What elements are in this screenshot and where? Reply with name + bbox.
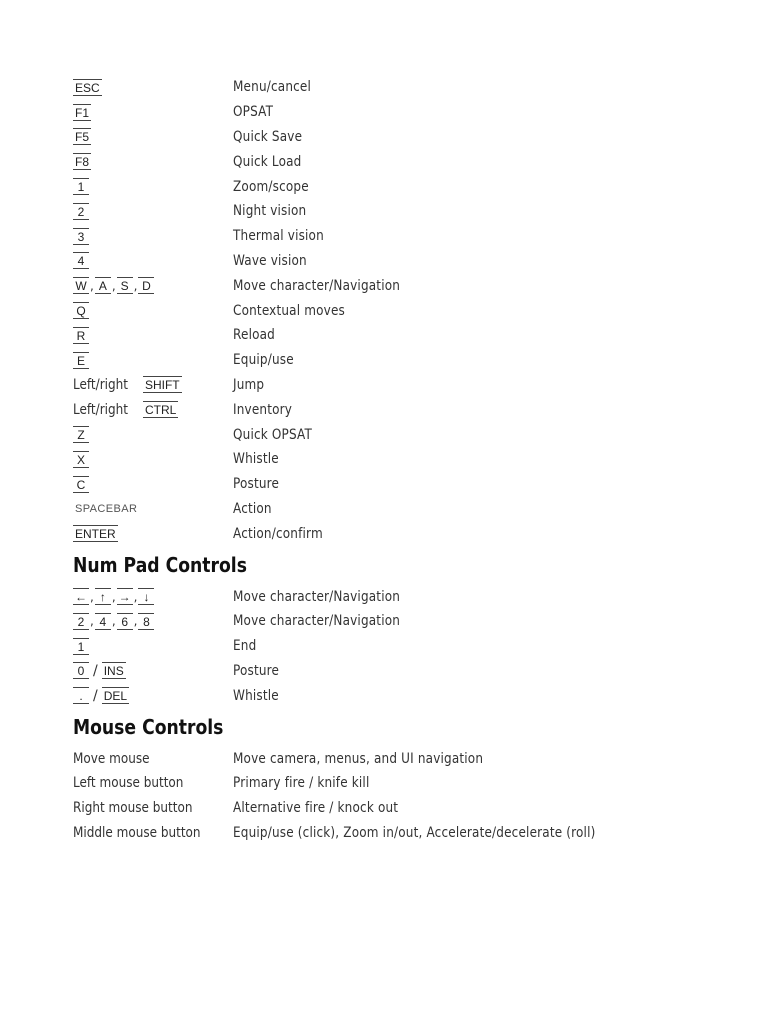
keyboard-control-row	[73, 174, 733, 199]
keyboard-control-row	[73, 273, 733, 298]
keycap: F8	[75, 155, 90, 170]
keycap: ↑	[95, 588, 111, 605]
key-combination	[73, 501, 233, 516]
key-separator: ,	[90, 614, 94, 629]
control-action: Whistle	[233, 687, 279, 704]
control-action: Contextual moves	[233, 302, 346, 319]
key-separator: ,	[133, 589, 138, 604]
control-action: Alternative fire / knock out	[233, 800, 399, 817]
keyboard-control-row	[73, 521, 733, 546]
mouse-control-row	[73, 746, 733, 771]
key-combination	[73, 277, 233, 294]
keyboard-control-row	[73, 199, 733, 224]
keycap: ESC	[75, 80, 100, 95]
key-separator: ,	[90, 589, 94, 604]
keycap: 2	[73, 613, 89, 630]
keyboard-control-row	[73, 298, 733, 323]
key-combination	[73, 352, 233, 369]
keycap: 1	[73, 178, 89, 195]
control-action: Menu/cancel	[233, 79, 312, 96]
numpad-control-row	[73, 634, 733, 659]
mouse-controls-list	[73, 746, 733, 845]
keyboard-controls-list	[73, 75, 733, 546]
mouse-input-cell	[73, 800, 233, 816]
keyboard-control-row	[73, 373, 733, 398]
mouse-input: Left mouse button	[73, 775, 184, 792]
mouse-input: Right mouse button	[73, 800, 193, 817]
control-action: Quick OPSAT	[233, 426, 313, 443]
control-action: End	[233, 638, 257, 655]
keycap: CTRL	[144, 403, 177, 418]
key-separator: ,	[111, 614, 116, 629]
keyboard-control-row	[73, 422, 733, 447]
control-action: Quick Save	[233, 128, 303, 145]
mouse-control-row	[73, 796, 733, 821]
keyboard-control-row	[73, 472, 733, 497]
control-action: Reload	[233, 327, 276, 344]
key-prefix: Left/right	[73, 401, 128, 418]
key-combination	[73, 79, 233, 96]
control-action: Quick Load	[233, 153, 302, 170]
key-separator: ,	[133, 278, 138, 293]
key-prefix: Left/right	[73, 376, 128, 393]
keyboard-control-row	[73, 447, 733, 472]
keycap: X	[73, 451, 89, 468]
key-combination	[73, 153, 233, 170]
keycap: ←	[75, 590, 87, 605]
key-combination	[73, 252, 233, 269]
keycap: 8	[138, 613, 154, 630]
numpad-control-row	[73, 609, 733, 634]
key-combination	[73, 426, 233, 443]
key-combination	[73, 687, 233, 704]
key-separator: ,	[90, 278, 94, 293]
control-action: Move character/Navigation	[233, 277, 401, 294]
control-action: Jump	[233, 376, 265, 393]
keycap: D	[138, 277, 154, 294]
mouse-heading: Mouse Controls	[73, 715, 224, 740]
keycap: A	[95, 277, 111, 294]
keyboard-control-row	[73, 224, 733, 249]
key-combination	[73, 401, 233, 418]
control-action: Action	[233, 500, 272, 517]
mouse-input-cell	[73, 825, 233, 841]
key-separator: /	[93, 687, 98, 704]
key-combination	[73, 376, 233, 393]
numpad-heading: Num Pad Controls	[73, 553, 247, 578]
keycap: ENTER	[75, 527, 116, 542]
control-action: Move character/Navigation	[233, 613, 401, 630]
controls-page	[73, 75, 733, 845]
keycap: Z	[73, 426, 89, 443]
key-combination	[73, 228, 233, 245]
key-combination	[73, 662, 233, 679]
keycap: W	[73, 277, 89, 294]
keycap: ↓	[138, 588, 154, 605]
control-action: Move camera, menus, and UI navigation	[233, 750, 484, 767]
key-combination	[73, 327, 233, 344]
numpad-control-row	[73, 584, 733, 609]
keycap: E	[73, 352, 89, 369]
keycap: C	[73, 476, 89, 493]
key-combination	[73, 588, 233, 605]
control-action: Equip/use (click), Zoom in/out, Accelerate/decelerate (roll)	[233, 824, 596, 841]
keyboard-control-row	[73, 100, 733, 125]
keycap: 4	[95, 613, 111, 630]
keycap: F5	[75, 130, 90, 145]
key-combination	[73, 476, 233, 493]
keycap: 6	[117, 613, 133, 630]
control-action: Wave vision	[233, 252, 307, 269]
keycap: SHIFT	[144, 378, 180, 393]
keycap: 2	[73, 203, 89, 220]
keyboard-control-row	[73, 397, 733, 422]
keycap: DEL	[103, 689, 128, 704]
keycap: →	[118, 590, 131, 605]
control-action: Posture	[233, 476, 280, 493]
control-action: Thermal vision	[233, 228, 324, 245]
mouse-input-cell	[73, 751, 233, 767]
keycap: 0	[73, 662, 89, 679]
key-combination	[73, 613, 233, 630]
keycap: 4	[73, 252, 89, 269]
keycap: SPACEBAR	[75, 503, 138, 516]
key-combination	[73, 451, 233, 468]
control-action: Zoom/scope	[233, 178, 309, 195]
control-action: Move character/Navigation	[233, 588, 401, 605]
key-combination	[73, 203, 233, 220]
keycap: R	[73, 327, 89, 344]
keycap: INS	[103, 664, 124, 679]
control-action: OPSAT	[233, 104, 274, 121]
keycap: S	[117, 277, 133, 294]
numpad-control-row	[73, 683, 733, 708]
keyboard-control-row	[73, 125, 733, 150]
mouse-control-row	[73, 821, 733, 846]
keycap: 3	[73, 228, 89, 245]
control-action: Posture	[233, 662, 280, 679]
keyboard-control-row	[73, 497, 733, 522]
keycap: Q	[73, 302, 89, 319]
control-action: Primary fire / knife kill	[233, 775, 370, 792]
mouse-input-cell	[73, 775, 233, 791]
control-action: Inventory	[233, 401, 293, 418]
control-action: Action/confirm	[233, 525, 323, 542]
keycap: 1	[73, 638, 89, 655]
keyboard-control-row	[73, 249, 733, 274]
keyboard-control-row	[73, 348, 733, 373]
keyboard-control-row	[73, 75, 733, 100]
keyboard-control-row	[73, 323, 733, 348]
key-separator: ,	[111, 589, 116, 604]
keyboard-control-row	[73, 149, 733, 174]
mouse-input: Middle mouse button	[73, 824, 201, 841]
mouse-control-row	[73, 771, 733, 796]
control-action: Night vision	[233, 203, 307, 220]
key-separator: ,	[133, 614, 138, 629]
key-combination	[73, 525, 233, 542]
key-separator: /	[93, 662, 98, 679]
key-combination	[73, 128, 233, 145]
mouse-input: Move mouse	[73, 750, 150, 767]
key-combination	[73, 302, 233, 319]
keycap: F1	[75, 105, 90, 120]
key-combination	[73, 178, 233, 195]
key-separator: ,	[111, 278, 116, 293]
key-combination	[73, 104, 233, 121]
control-action: Whistle	[233, 451, 279, 468]
control-action: Equip/use	[233, 352, 294, 369]
numpad-controls-list	[73, 584, 733, 708]
key-combination	[73, 638, 233, 655]
keycap: .	[73, 687, 89, 704]
numpad-control-row	[73, 659, 733, 684]
